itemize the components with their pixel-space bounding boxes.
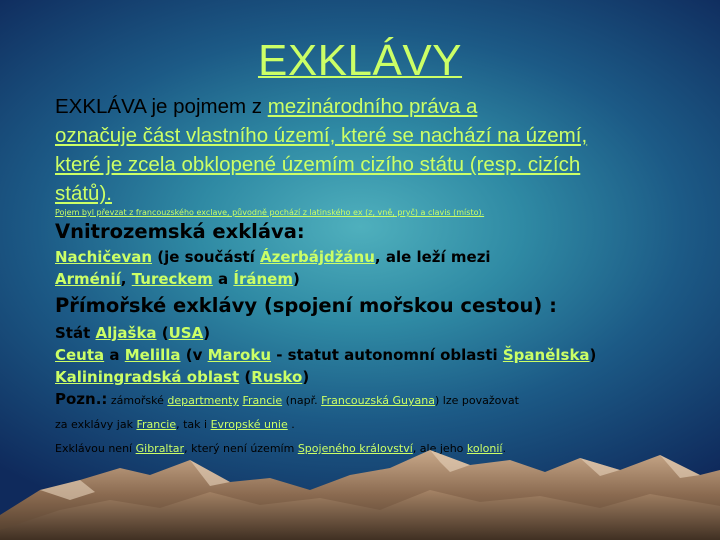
link-russia[interactable]: Rusko (251, 368, 303, 386)
link-latin[interactable]: latinského (309, 208, 351, 217)
link-intro-definition[interactable]: označuje část vlastního území, které se nachází na území, které je zcela obklopené územím cizího státu (resp. cizích států). (55, 124, 588, 205)
text: . (502, 442, 506, 455)
row-alaska (55, 324, 210, 342)
text: , který není územím (184, 442, 298, 455)
text: a (104, 346, 125, 364)
note-text[interactable]: ex (z, vně, pryč) a clavis (místo). (350, 208, 485, 217)
link-armenia[interactable]: Arménií (55, 270, 121, 288)
link-nakhchivan[interactable]: Nachičevan (55, 248, 153, 266)
note-text[interactable]: Pojem byl převzat z (55, 208, 136, 217)
text: Exklávou není (55, 442, 136, 455)
note-label: Pozn.: (55, 390, 108, 408)
link-gibraltar[interactable]: Gibraltar (135, 442, 185, 455)
text: zámořské (107, 394, 168, 407)
text: ( (156, 324, 169, 342)
text: a (212, 270, 234, 288)
link-international-law[interactable]: mezinárodního práva a (267, 95, 478, 118)
link-french-guiana[interactable]: Francouzská Guyana (321, 394, 435, 407)
text: ) (203, 324, 211, 342)
link-ceuta[interactable]: Ceuta (55, 346, 105, 364)
text: ) (302, 368, 310, 386)
link-france[interactable]: Francie (242, 394, 283, 407)
intro-text: EXKLÁVA je pojmem z (55, 95, 268, 118)
heading-maritime-exclaves: Přímořské exklávy (spojení mořskou cestou) : (55, 294, 557, 317)
text: , ale jeho (412, 442, 467, 455)
text: ) (589, 346, 597, 364)
text: , ale leží mezi (374, 248, 491, 266)
link-france-2[interactable]: Francie (136, 418, 177, 431)
mountain-range-decoration (0, 420, 720, 540)
link-melilla[interactable]: Melilla (124, 346, 181, 364)
link-iran[interactable]: Íránem (233, 270, 293, 288)
slide-title: EXKLÁVY (257, 36, 463, 85)
text: Stát (55, 324, 96, 342)
link-french[interactable]: francouzského (135, 208, 194, 217)
link-morocco[interactable]: Maroku (207, 346, 272, 364)
row-ceuta-melilla (55, 346, 596, 364)
text: ) lze považovat (434, 394, 519, 407)
text: (je součástí (152, 248, 261, 266)
link-eu[interactable]: Evropské unie (210, 418, 288, 431)
note-text[interactable]: exclave, původně pochází z (193, 208, 310, 217)
link-uk[interactable]: Spojeného království (297, 442, 413, 455)
text: , (120, 270, 132, 288)
text: (např. (282, 394, 322, 407)
text: za exklávy jak (55, 418, 137, 431)
row-kaliningrad (55, 368, 309, 386)
link-usa[interactable]: USA (168, 324, 204, 342)
text: (v (180, 346, 208, 364)
text: ) (292, 270, 300, 288)
link-azerbaijan[interactable]: Ázerbájdžánu (260, 248, 375, 266)
link-spain[interactable]: Španělska (502, 346, 590, 364)
text: - statut autonomní oblasti (271, 346, 503, 364)
text: ( (239, 368, 252, 386)
link-colony[interactable]: kolonií (466, 442, 503, 455)
row-note-france (55, 390, 519, 408)
text: . (287, 418, 295, 431)
link-turkey[interactable]: Tureckem (131, 270, 213, 288)
link-alaska[interactable]: Aljaška (95, 324, 157, 342)
intro-paragraph (55, 92, 615, 208)
text: , tak i (176, 418, 211, 431)
heading-inland-exclave: Vnitrozemská exkláva: (55, 220, 305, 243)
link-departments[interactable]: departmenty (167, 394, 239, 407)
link-kaliningrad[interactable]: Kaliningradská oblast (55, 368, 240, 386)
inland-paragraph (55, 246, 491, 290)
etymology-note (55, 208, 675, 218)
